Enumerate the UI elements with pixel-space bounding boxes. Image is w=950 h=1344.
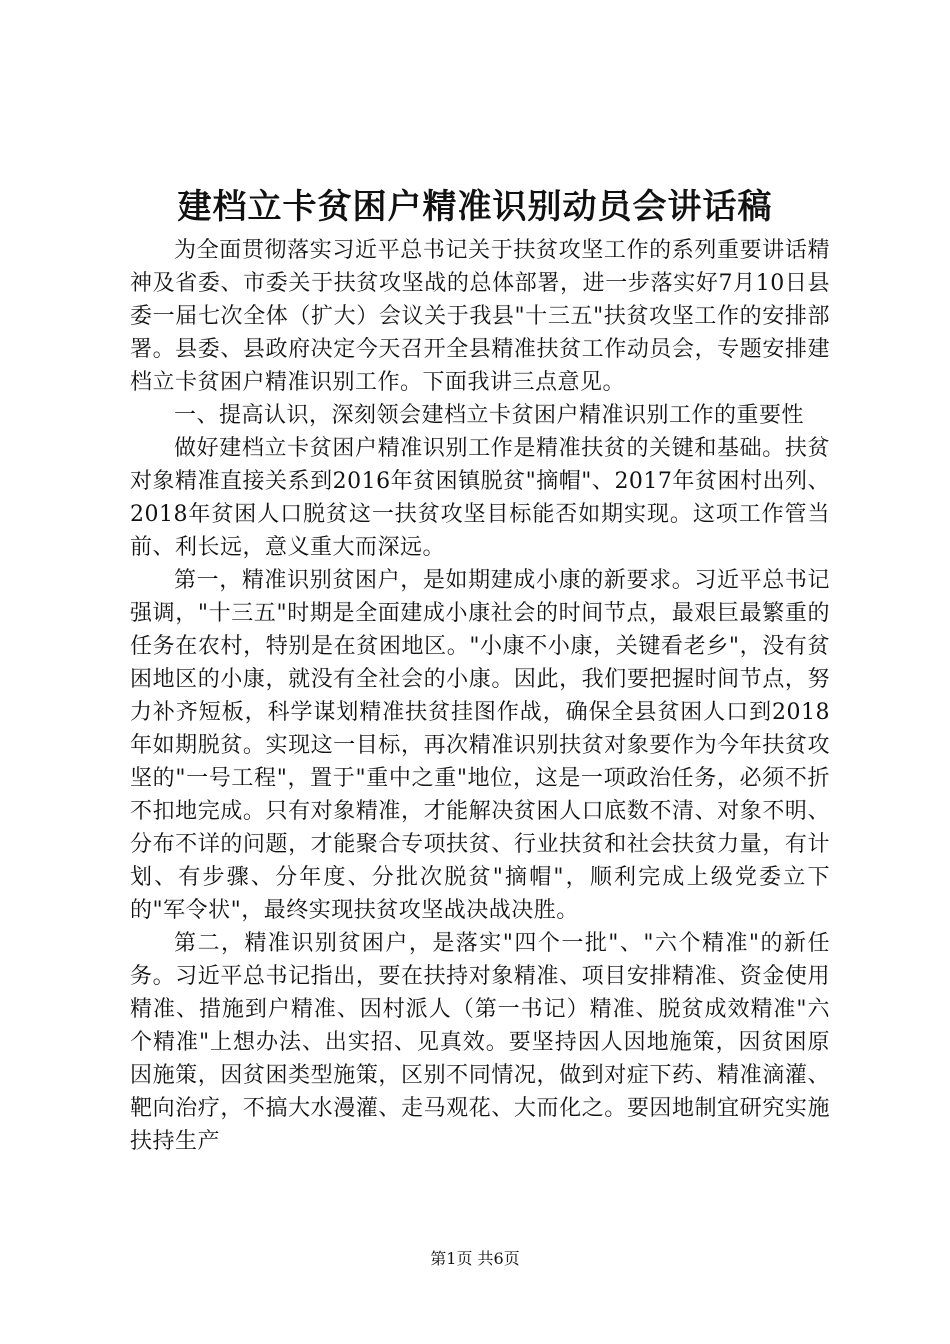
paragraph-second-point: 第二，精准识别贫困户，是落实"四个一批"、"六个精准"的新任务。习近平总书记指出，要在扶持对象精准、项目安排精准、资金使用精准、措施到户精准、因村派人（第一书记）精准、脱贫成效精准"六个精准"上想办法、出实招、见真效。要坚持因人因地施策，因贫困原因施策，因贫困类型施策，区别不同情况，做到对症下药、精准滴灌、靶向治疗，不搞大水漫灌、走马观花、大而化之。要因地制宜研究实施扶持生产 [130,931,830,1154]
document-title: 建档立卡贫困户精准识别动员会讲话稿 [177,187,773,227]
section-heading-1: 一、提高认识，深刻领会建档立卡贫困户精准识别工作的重要性 [174,403,805,428]
paragraph-importance: 做好建档立卡贫困户精准识别工作是精准扶贫的关键和基础。扶贫对象精准直接关系到2016年贫困镇脱贫"摘帽"、2017年贫困村出列、2018年贫困人口脱贫这一扶贫攻坚目标能否如期实现。这项工作管当前、利长远，意义重大而深远。 [130,436,830,560]
paragraph-first-point: 第一，精准识别贫困户，是如期建成小康的新要求。习近平总书记强调，"十三五"时期是全面建成小康社会的时间节点，最艰巨最繁重的任务在农村，特别是在贫困地区。"小康不小康，关键看老乡"，没有贫困地区的小康，就没有全社会的小康。因此，我们要把握时间节点，努力补齐短板，科学谋划精准扶贫挂图作战，确保全县贫困人口到2018年如期脱贫。实现这一目标，再次精准识别扶贫对象要作为今年扶贫攻坚的"一号工程"，置于"重中之重"地位，这是一项政治任务，必须不折不扣地完成。只有对象精准，才能解决贫困人口底数不清、对象不明、分布不详的问题，才能聚合专项扶贫、行业扶贫和社会扶贫力量，有计划、有步骤、分年度、分批次脱贫"摘帽"，顺利完成上级党委立下的"军令状"，最终实现扶贫攻坚战决战决胜。 [130,568,830,923]
document-body [130,234,830,1158]
page-number-footer: 第1页 共6页 [430,1249,520,1268]
paragraph-intro: 为全面贯彻落实习近平总书记关于扶贫攻坚工作的系列重要讲话精神及省委、市委关于扶贫攻坚战的总体部署，进一步落实好7月10日县委一届七次全体（扩大）会议关于我县"十三五"扶贫攻坚工作的安排部署。县委、县政府决定今天召开全县精准扶贫工作动员会，专题安排建档立卡贫困户精准识别工作。下面我讲三点意见。 [130,238,830,395]
